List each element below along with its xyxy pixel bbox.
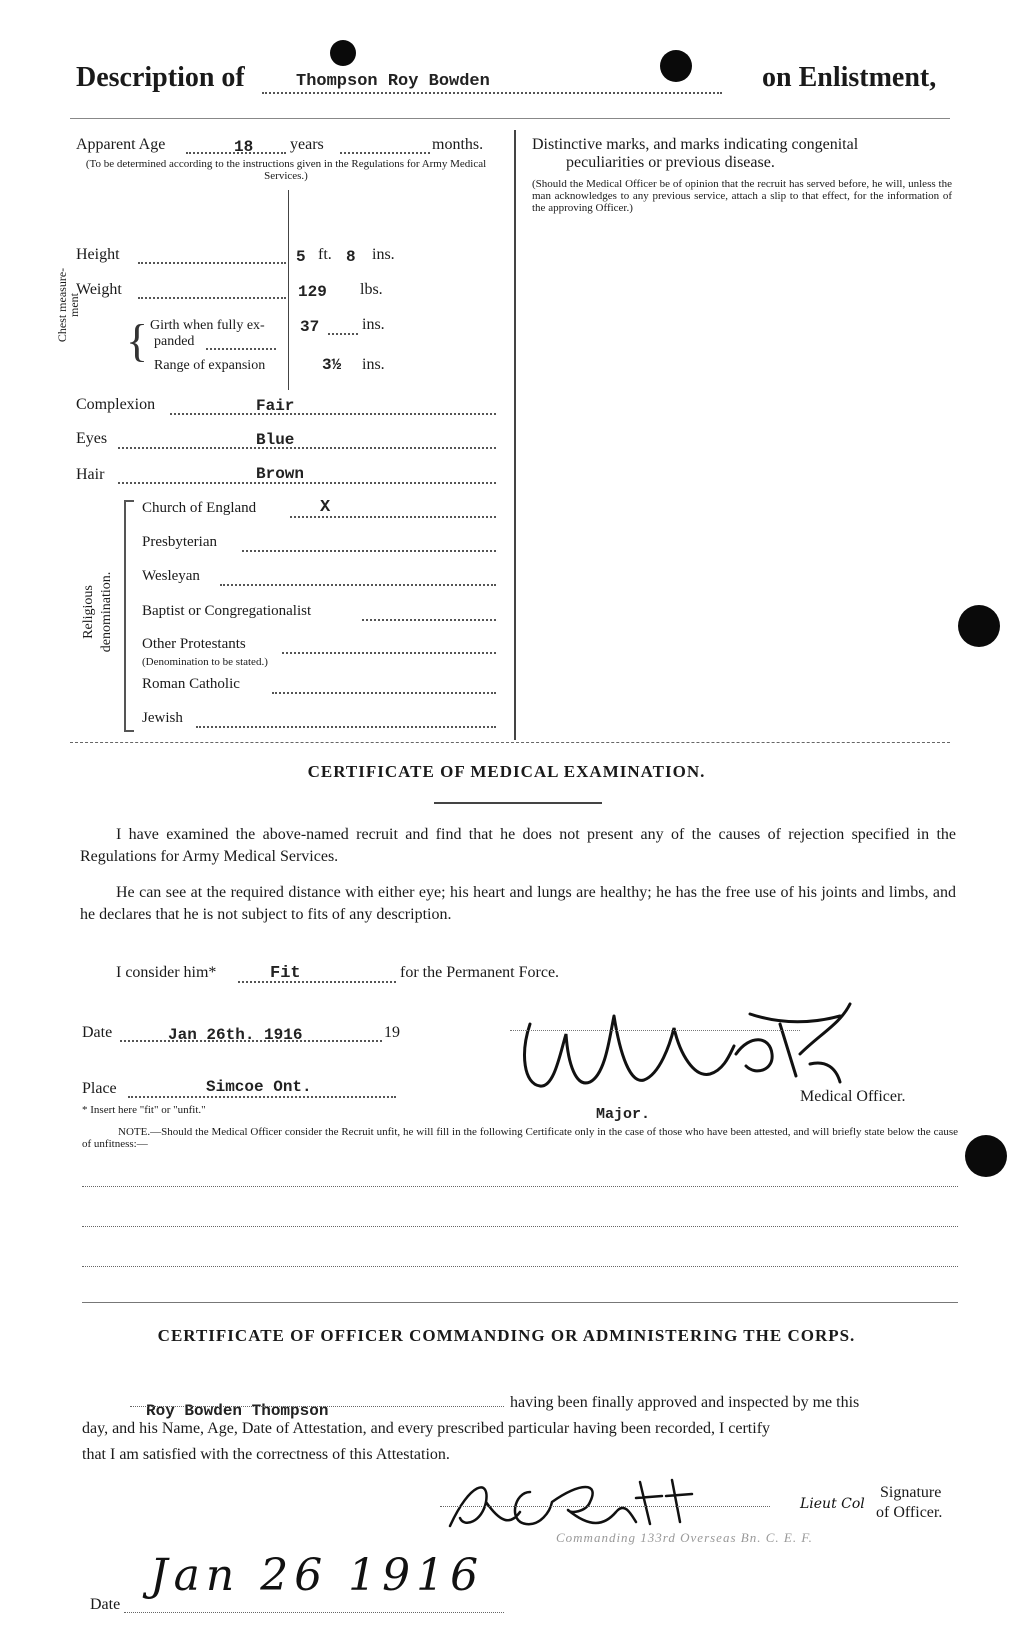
- complexion-value: Fair: [256, 397, 295, 415]
- section-separator: [70, 742, 950, 743]
- commanding-date-label: Date: [90, 1596, 121, 1613]
- complexion-dots: [170, 413, 496, 415]
- girth-dots: [206, 348, 276, 350]
- header-name: Thompson Roy Bowden: [296, 72, 490, 91]
- column-divider: [514, 130, 516, 740]
- hair-value: Brown: [256, 465, 305, 483]
- consider-dots: [238, 981, 396, 983]
- catholic-dots: [272, 692, 496, 694]
- punch-hole: [965, 1135, 1007, 1177]
- weight-value: 129: [298, 283, 327, 301]
- religion-catholic: Roman Catholic: [142, 676, 240, 692]
- marks-line-2: peculiarities or previous disease.: [566, 154, 775, 171]
- commanding-certificate-title: CERTIFICATE OF OFFICER COMMANDING OR ADMINISTERING THE CORPS.: [157, 1326, 856, 1345]
- medical-officer-label: Medical Officer.: [800, 1088, 906, 1105]
- commanding-name-dots: [130, 1406, 504, 1407]
- consider-tail: for the Permanent Force.: [400, 964, 560, 981]
- hair-dots: [118, 482, 496, 484]
- age-note: (To be determined according to the instructions given in the Regulations for Army Medical Services.): [85, 158, 487, 182]
- medical-place-value: Simcoe Ont.: [206, 1078, 312, 1096]
- medical-title-rule: [434, 802, 602, 804]
- range-label: Range of expansion: [154, 358, 266, 373]
- range-value: 3½: [322, 356, 342, 374]
- religion-presbyterian: Presbyterian: [142, 534, 217, 550]
- months-label: months.: [432, 136, 484, 153]
- header-prefix: Description of: [76, 62, 245, 93]
- wesleyan-dots: [220, 584, 496, 586]
- medical-place-dots: [128, 1096, 396, 1098]
- presbyterian-dots: [242, 550, 496, 552]
- feet-label: ft.: [318, 246, 332, 263]
- commanding-rank-hand: Lieut Col: [800, 1496, 865, 1512]
- chest-brace: {: [126, 315, 149, 366]
- girth-label-1: Girth when fully ex-: [150, 318, 265, 333]
- medical-date-value: Jan 26th. 1916: [168, 1026, 303, 1044]
- medical-certificate-title: CERTIFICATE OF MEDICAL EXAMINATION.: [307, 762, 706, 781]
- medical-year-suffix: 19: [384, 1024, 400, 1041]
- girth-label-2: panded: [154, 334, 195, 349]
- complexion-label: Complexion: [76, 396, 156, 413]
- religion-jewish: Jewish: [142, 710, 183, 726]
- marks-line-1: Distinctive marks, and marks indicating congenital: [532, 136, 859, 153]
- signature-of-officer-label-2: of Officer.: [876, 1504, 943, 1521]
- commanding-line-3: that I am satisfied with the correctness of this Attestation.: [82, 1446, 450, 1463]
- fit-value: Fit: [270, 964, 301, 983]
- top-edge-line: [70, 118, 950, 119]
- religion-side-label: Religious denomination.: [81, 571, 114, 653]
- signature-of-officer-label-1: Signature: [880, 1484, 942, 1501]
- eyes-value: Blue: [256, 431, 295, 449]
- height-dots: [138, 262, 286, 264]
- medical-officer-rank: Major.: [596, 1106, 651, 1123]
- apparent-age-value: 18: [234, 138, 254, 156]
- girth-value-dots: [328, 333, 358, 335]
- unfit-line-3: [82, 1266, 958, 1267]
- other-dots: [282, 652, 496, 654]
- commanding-recruit-name: Roy Bowden Thompson: [146, 1402, 329, 1420]
- consider-label: I consider him*: [116, 964, 217, 981]
- medical-place-label: Place: [82, 1080, 117, 1097]
- header-suffix: on Enlistment,: [762, 62, 937, 93]
- height-feet-value: 5: [296, 248, 306, 266]
- religion-wesleyan: Wesleyan: [142, 568, 200, 584]
- apparent-age-label: Apparent Age: [76, 136, 166, 153]
- commanding-date-dots: [124, 1612, 504, 1613]
- commanding-stamp: Commanding 133rd Overseas Bn. C. E. F.: [556, 1530, 813, 1545]
- other-note: (Denomination to be stated.): [142, 656, 268, 668]
- commanding-line-2: day, and his Name, Age, Date of Attestation, and every prescribed particular having been recorded, I certify: [82, 1420, 771, 1437]
- eyes-dots: [118, 447, 496, 449]
- medical-officer-dots: [510, 1030, 800, 1031]
- jewish-dots: [196, 726, 496, 728]
- girth-ins-label: ins.: [362, 316, 385, 333]
- religion-other: Other Protestants: [142, 636, 246, 652]
- weight-dots: [138, 297, 286, 299]
- commanding-signature-dots: [440, 1506, 770, 1507]
- range-ins-label: ins.: [362, 356, 385, 373]
- girth-value: 37: [300, 318, 320, 336]
- unfit-note: NOTE.—Should the Medical Officer consider the Recruit unfit, he will fill in the following Certificate only in the case of those who have been attested, and will briefly state below the cause of unfitness:—: [82, 1126, 958, 1150]
- measurements-divider: [288, 190, 289, 390]
- medical-date-label: Date: [82, 1024, 113, 1041]
- header-dots: [262, 92, 722, 94]
- commanding-separator: [82, 1302, 958, 1303]
- commanding-date-hand: Jan 26 1916: [150, 1550, 485, 1601]
- height-label: Height: [76, 246, 120, 263]
- hair-label: Hair: [76, 466, 105, 483]
- months-dots: [340, 152, 430, 154]
- commanding-line-1-tail: having been finally approved and inspected by me this: [510, 1394, 860, 1411]
- religion-bracket: [124, 500, 134, 732]
- baptist-dots: [362, 619, 496, 621]
- punch-hole: [958, 605, 1000, 647]
- marks-note: (Should the Medical Officer be of opinion that the recruit has served before, he will, unless the man acknowledges to any previous service, attach a slip to that effect, for the information of the approving Officer.): [532, 178, 952, 214]
- religion-church-of-england: Church of England: [142, 500, 257, 516]
- inches-label: ins.: [372, 246, 395, 263]
- unfit-line-1: [82, 1186, 958, 1187]
- unfit-line-2: [82, 1226, 958, 1227]
- religion-baptist: Baptist or Congregationalist: [142, 603, 312, 619]
- years-label: years: [290, 136, 324, 153]
- church-mark: X: [320, 498, 331, 517]
- height-inches-value: 8: [346, 248, 356, 266]
- lbs-label: lbs.: [360, 281, 383, 298]
- insert-note: * Insert here "fit" or "unfit.": [82, 1104, 206, 1116]
- punch-hole: [660, 50, 692, 82]
- weight-label: Weight: [76, 281, 122, 298]
- eyes-label: Eyes: [76, 430, 108, 447]
- chest-side-label: Chest measure-ment: [55, 267, 81, 343]
- medical-paragraph-2: He can see at the required distance with either eye; his heart and lungs are healthy; he has the free use of his joints and limbs, and he declares that he is not subject to fits of any description.: [80, 884, 956, 923]
- punch-hole: [330, 40, 356, 66]
- medical-paragraph-1: I have examined the above-named recruit and find that he does not present any of the causes of rejection specified in the Regulations for Army Medical Services.: [80, 826, 956, 865]
